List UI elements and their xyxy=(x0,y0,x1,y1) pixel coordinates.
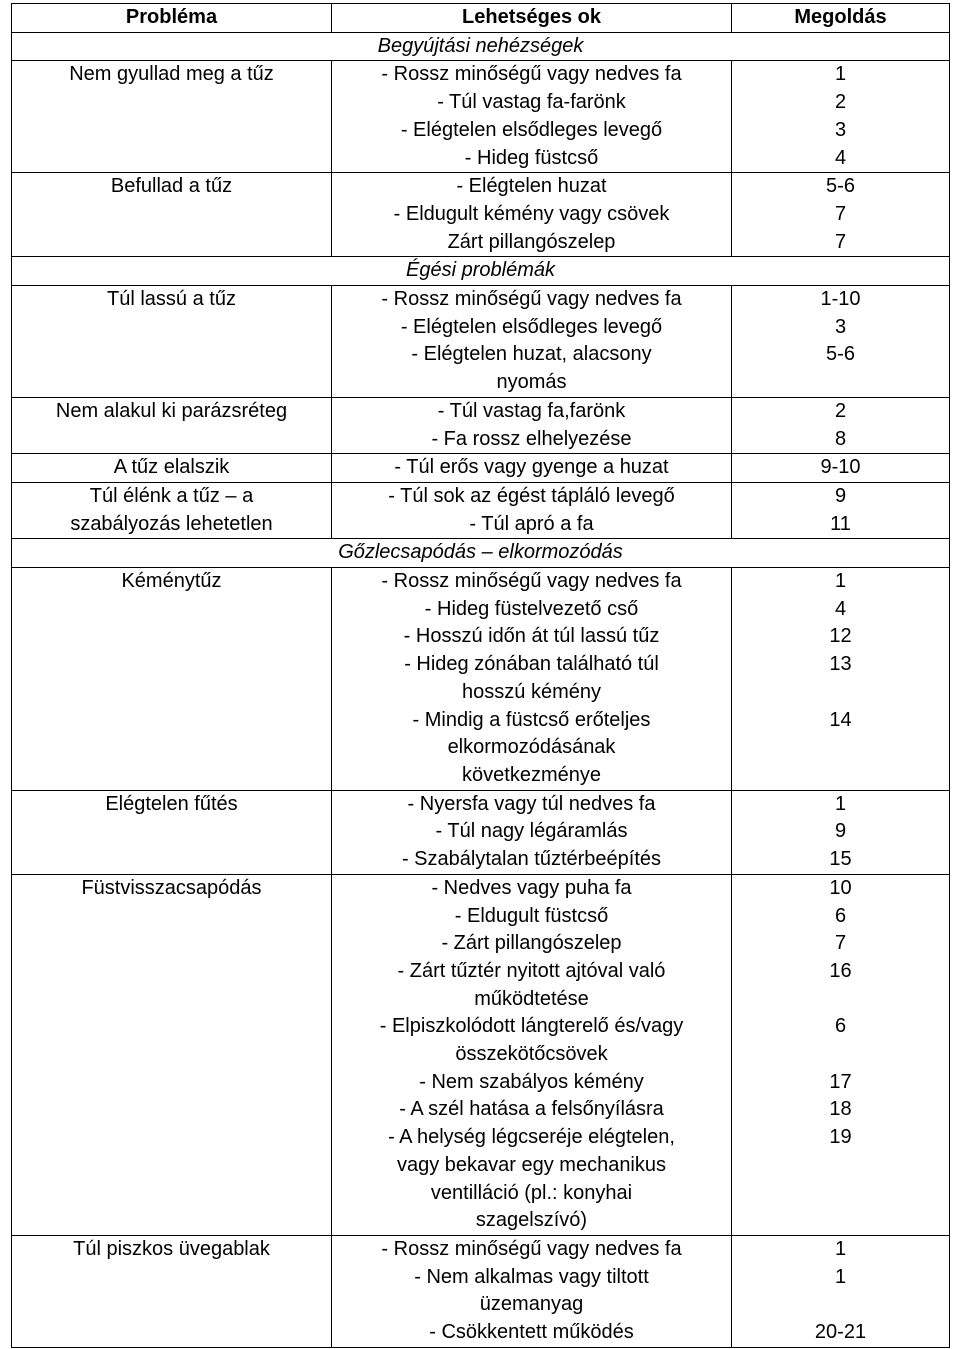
table-row xyxy=(12,482,950,538)
cause-line: - Túl sok az égést tápláló levegő xyxy=(388,484,675,507)
problem-line: Nem alakul ki parázsréteg xyxy=(55,399,288,422)
problem-line: Túl lassú a tűz xyxy=(107,288,236,311)
solution-line: 1-10 xyxy=(820,288,861,311)
cause-cell xyxy=(332,397,732,453)
solution-cell xyxy=(732,1235,950,1347)
header-cause: Lehetséges ok xyxy=(332,4,732,33)
table-body xyxy=(12,32,950,1347)
cause-line: - Rossz minőségű vagy nedves fa xyxy=(381,63,682,86)
solution-line: 9 xyxy=(834,484,847,507)
cause-line: - Zárt tűztér nyitott ajtóval való xyxy=(397,959,666,982)
solution-line: 9 xyxy=(834,820,847,843)
cause-line: ventilláció (pl.: konyhai xyxy=(430,1181,633,1204)
solution-line: 5-6 xyxy=(826,175,855,198)
solution-cell xyxy=(732,482,950,538)
solution-line: 4 xyxy=(834,597,847,620)
problem-cell xyxy=(12,790,332,874)
section-title: Begyújtási nehézségek xyxy=(12,32,950,61)
empty-line xyxy=(736,1291,945,1319)
solution-cell xyxy=(732,286,950,398)
cause-cell xyxy=(332,286,732,398)
header-problem: Probléma xyxy=(12,4,332,33)
cause-cell xyxy=(332,482,732,538)
empty-line xyxy=(736,1207,945,1235)
problem-cell xyxy=(12,173,332,257)
header-solution: Megoldás xyxy=(732,4,950,33)
cause-line: - Csökkentett működés xyxy=(429,1321,634,1344)
problem-line: Füstvisszacsapódás xyxy=(81,876,262,899)
table-row xyxy=(12,1235,950,1347)
cause-line: vagy bekavar egy mechanikus xyxy=(396,1153,667,1176)
solution-line: 4 xyxy=(834,146,847,169)
cause-cell xyxy=(332,61,732,173)
cause-line: szagelszívó) xyxy=(475,1209,588,1232)
cause-line: - Elégtelen elsődleges levegő xyxy=(400,118,663,141)
cause-cell xyxy=(332,173,732,257)
cause-line: elkormozódásának xyxy=(447,736,616,759)
solution-line: 5-6 xyxy=(826,343,855,366)
cause-line: működtetése xyxy=(474,987,589,1010)
problem-cell xyxy=(12,568,332,791)
solution-line: 3 xyxy=(834,315,847,338)
cause-line: - Rossz minőségű vagy nedves fa xyxy=(381,570,682,593)
cause-line: - Nedves vagy puha fa xyxy=(431,876,632,899)
solution-line: 13 xyxy=(829,653,852,676)
solution-line: 17 xyxy=(829,1070,852,1093)
solution-line: 10 xyxy=(829,876,852,899)
empty-line xyxy=(736,986,945,1014)
cause-line: - Mindig a füstcső erőteljes xyxy=(412,708,651,731)
problem-cell xyxy=(12,482,332,538)
solution-line: 8 xyxy=(834,427,847,450)
empty-line xyxy=(736,1179,945,1207)
cause-line: - Túl erős vagy gyenge a huzat xyxy=(394,456,669,479)
solution-cell xyxy=(732,790,950,874)
empty-line xyxy=(736,762,945,790)
table-row xyxy=(12,454,950,483)
cause-line: - Eldugult kémény vagy csövek xyxy=(393,202,670,225)
solution-line: 7 xyxy=(834,230,847,253)
section-title: Gőzlecsapódás – elkormozódás xyxy=(12,539,950,568)
cause-line: - Elégtelen huzat xyxy=(456,175,607,198)
cause-line: következménye xyxy=(462,763,601,786)
empty-line xyxy=(736,1152,945,1180)
cause-line: - Nyersfa vagy túl nedves fa xyxy=(407,792,656,815)
cause-line: nyomás xyxy=(496,371,567,394)
solution-line: 20-21 xyxy=(814,1321,867,1344)
solution-line: 11 xyxy=(830,512,851,535)
solution-line: 19 xyxy=(829,1126,852,1149)
cause-line: - Nem szabályos kémény xyxy=(419,1070,644,1093)
cause-line: - Túl nagy légáramlás xyxy=(435,820,628,843)
solution-line: 1 xyxy=(834,63,847,86)
solution-line: 15 xyxy=(829,848,852,871)
cause-line: - Eldugult füstcső xyxy=(454,904,609,927)
cause-cell xyxy=(332,874,732,1235)
cause-line: - Hideg füstelvezető cső xyxy=(424,597,639,620)
cause-line: - Elégtelen elsődleges levegő xyxy=(400,315,663,338)
solution-line: 2 xyxy=(834,399,847,422)
solution-line: 7 xyxy=(834,932,847,955)
solution-line: 1 xyxy=(834,570,847,593)
cause-line: összekötőcsövek xyxy=(455,1043,608,1066)
cause-line: - Fa rossz elhelyezése xyxy=(431,427,632,450)
problem-line: Nem gyullad meg a tűz xyxy=(69,63,274,86)
table-row xyxy=(12,568,950,791)
problem-cell xyxy=(12,454,332,483)
empty-line xyxy=(736,369,945,397)
cause-line: - Hideg zónában található túl xyxy=(404,653,659,676)
cause-line: Zárt pillangószelep xyxy=(447,230,616,253)
table-row xyxy=(12,61,950,173)
solution-line: 1 xyxy=(834,1237,847,1260)
problem-line: Elégtelen fűtés xyxy=(105,792,238,815)
empty-line xyxy=(736,679,945,707)
solution-line: 1 xyxy=(834,1265,847,1288)
cause-cell xyxy=(332,790,732,874)
solution-cell xyxy=(732,61,950,173)
solution-cell xyxy=(732,173,950,257)
cause-line: - Nem alkalmas vagy tiltott xyxy=(414,1265,649,1288)
table-row xyxy=(12,173,950,257)
solution-line: 6 xyxy=(834,1015,847,1038)
section-row xyxy=(12,539,950,568)
solution-cell xyxy=(732,454,950,483)
table-row xyxy=(12,874,950,1235)
problem-cell xyxy=(12,286,332,398)
cause-line: üzemanyag xyxy=(479,1293,584,1316)
solution-cell xyxy=(732,397,950,453)
cause-line: - Hosszú időn át túl lassú tűz xyxy=(403,625,660,648)
solution-line: 1 xyxy=(834,792,847,815)
table-row xyxy=(12,790,950,874)
problem-line: Kéménytűz xyxy=(121,570,222,593)
cause-line: - Zárt pillangószelep xyxy=(441,932,622,955)
problem-cell xyxy=(12,61,332,173)
cause-line: - Túl vastag fa-farönk xyxy=(437,91,626,114)
empty-line xyxy=(736,734,945,762)
problem-line: A tűz elalszik xyxy=(113,456,230,479)
solution-line: 18 xyxy=(829,1098,852,1121)
problem-cell xyxy=(12,1235,332,1347)
cause-line: - Hideg füstcső xyxy=(464,146,599,169)
cause-line: - Túl apró a fa xyxy=(469,512,594,535)
solution-line: 2 xyxy=(834,91,847,114)
cause-cell xyxy=(332,1235,732,1347)
problem-line: Befullad a tűz xyxy=(110,175,233,198)
cause-line: - A helység légcseréje elégtelen, xyxy=(388,1126,675,1149)
problem-cell xyxy=(12,874,332,1235)
cause-line: - Szabálytalan tűztérbeépítés xyxy=(401,848,662,871)
cause-line: - Túl vastag fa,farönk xyxy=(437,399,626,422)
problem-line: Túl élénk a tűz – a xyxy=(89,484,254,507)
solution-line: 9-10 xyxy=(820,456,861,479)
solution-cell xyxy=(732,568,950,791)
solution-cell xyxy=(732,874,950,1235)
cause-line: - Rossz minőségű vagy nedves fa xyxy=(381,1237,682,1260)
solution-line: 12 xyxy=(829,625,852,648)
empty-line xyxy=(736,1041,945,1069)
cause-cell xyxy=(332,454,732,483)
section-row xyxy=(12,257,950,286)
problem-line: szabályozás lehetetlen xyxy=(70,512,273,535)
cause-line: hosszú kémény xyxy=(462,680,601,703)
header-row xyxy=(12,4,950,33)
problem-cell xyxy=(12,397,332,453)
section-row xyxy=(12,32,950,61)
solution-line: 6 xyxy=(834,904,847,927)
problem-line: Túl piszkos üvegablak xyxy=(73,1237,270,1260)
cause-cell xyxy=(332,568,732,791)
cause-line: - Rossz minőségű vagy nedves fa xyxy=(381,288,682,311)
solution-line: 16 xyxy=(829,959,852,982)
solution-line: 3 xyxy=(834,118,847,141)
solution-line: 14 xyxy=(829,708,852,731)
table-row xyxy=(12,286,950,398)
table-row xyxy=(12,397,950,453)
cause-line: - Elpiszkolódott lángterelő és/vagy xyxy=(379,1015,684,1038)
cause-line: - A szél hatása a felsőnyílásra xyxy=(399,1098,664,1121)
solution-line: 7 xyxy=(834,202,847,225)
section-title: Égési problémák xyxy=(12,257,950,286)
troubleshooting-table xyxy=(11,3,950,1348)
cause-line: - Elégtelen huzat, alacsony xyxy=(411,343,652,366)
